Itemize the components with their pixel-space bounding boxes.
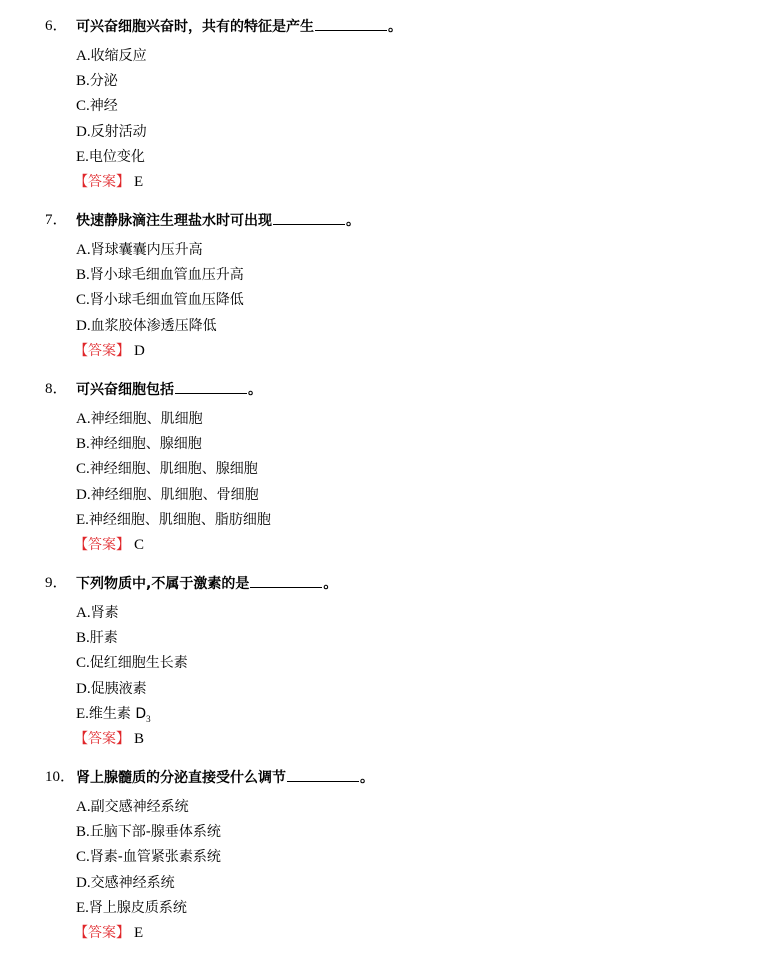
question-text-before: 可兴奋细胞包括 — [76, 382, 174, 398]
option-text: 神经细胞、肌细胞、腺细胞 — [89, 461, 258, 478]
answer-blank — [273, 210, 345, 225]
answer-line — [76, 341, 145, 361]
option-letter: E. — [76, 899, 89, 916]
question-text-after: 。 — [388, 19, 402, 35]
option-letter: C. — [76, 655, 90, 672]
question-block — [0, 767, 778, 941]
option-letter: C. — [76, 461, 90, 478]
question-stem — [0, 379, 778, 401]
question-block — [0, 210, 778, 359]
question-number: 6． — [45, 18, 68, 34]
option-letter: E. — [76, 148, 89, 165]
option-item — [76, 46, 147, 66]
option-item — [76, 71, 118, 91]
question-text-after: 。 — [323, 576, 338, 592]
option-letter: A. — [76, 48, 91, 64]
option-letter: A. — [76, 242, 91, 258]
option-letter: D. — [76, 123, 91, 140]
option-letter: D. — [76, 486, 91, 503]
answer-blank — [287, 767, 359, 782]
answer-label: 【答案】 — [74, 537, 130, 553]
option-item — [76, 409, 203, 429]
answer-line — [76, 729, 144, 749]
question-stem — [0, 767, 778, 789]
answer-value: B — [134, 731, 145, 747]
option-item — [76, 628, 118, 648]
option-subscript: 3 — [146, 713, 151, 724]
question-block — [0, 379, 778, 553]
option-item — [76, 873, 175, 893]
option-letter: D. — [76, 874, 91, 891]
answer-value: D — [134, 342, 145, 359]
answer-blank — [175, 379, 247, 394]
option-text: 肾素-血管紧张素系统 — [89, 849, 221, 866]
question-number: 7． — [45, 212, 68, 228]
option-item — [76, 265, 244, 285]
answer-label: 【答案】 — [74, 925, 130, 941]
option-letter: B. — [76, 824, 90, 841]
option-item — [76, 797, 189, 817]
question-text-before: 肾上腺髓质的分泌直接受什么调节 — [76, 770, 286, 786]
option-text: 血浆胶体渗透压降低 — [90, 317, 217, 334]
answer-label: 【答案】 — [74, 342, 130, 359]
question-text-before: 可兴奋细胞兴奋时，共有的特征是产生 — [76, 19, 314, 35]
question-text-before: 快速静脉滴注生理盐水时可出现 — [76, 213, 272, 229]
option-item — [76, 704, 151, 729]
option-text: 分泌 — [89, 73, 118, 90]
option-item — [76, 290, 244, 310]
question-text — [76, 16, 402, 37]
option-item — [76, 147, 145, 167]
option-text: 维生素 D — [88, 705, 147, 722]
option-letter: A. — [76, 799, 91, 815]
option-text: 神经细胞、肌细胞 — [90, 411, 203, 427]
question-text — [76, 767, 374, 788]
option-item — [76, 316, 217, 336]
question-block — [0, 573, 778, 747]
option-text: 神经细胞、肌细胞、脂肪细胞 — [88, 511, 271, 528]
option-text: 神经细胞、腺细胞 — [89, 436, 202, 453]
option-text: 交感神经系统 — [90, 874, 175, 891]
option-text: 神经 — [89, 98, 118, 115]
question-text — [76, 210, 360, 231]
answer-line — [76, 923, 143, 943]
question-text-after: 。 — [346, 213, 360, 229]
question-text-after: 。 — [248, 382, 262, 398]
option-letter: D. — [76, 317, 91, 334]
option-text: 神经细胞、肌细胞、骨细胞 — [90, 486, 259, 503]
answer-blank — [315, 16, 387, 31]
option-text: 丘脑下部-腺垂体系统 — [89, 824, 221, 841]
question-text — [76, 573, 337, 594]
question-number: 8． — [45, 381, 68, 397]
answer-value: E — [134, 174, 144, 190]
answer-line — [76, 535, 144, 555]
option-text: 电位变化 — [88, 148, 145, 165]
option-text: 肾球囊囊内压升高 — [90, 242, 203, 258]
option-letter: C. — [76, 98, 90, 115]
option-item — [76, 485, 259, 505]
answer-blank — [250, 573, 322, 588]
answer-label: 【答案】 — [74, 731, 130, 747]
answer-line — [76, 172, 143, 192]
option-letter: D. — [76, 680, 91, 697]
option-item — [76, 653, 188, 673]
question-text-before: 下列物质中,不属于激素的是 — [76, 576, 250, 592]
option-item — [76, 822, 221, 842]
option-item — [76, 459, 258, 479]
option-item — [76, 679, 147, 699]
option-letter: B. — [76, 630, 90, 647]
question-number: 10． — [45, 769, 76, 785]
option-text: 收缩反应 — [90, 48, 147, 64]
option-letter: C. — [76, 849, 90, 866]
option-text: 肝素 — [89, 630, 118, 647]
option-text: 副交感神经系统 — [90, 799, 189, 815]
option-letter: E. — [76, 705, 89, 722]
option-item — [76, 122, 147, 142]
option-item — [76, 603, 119, 623]
question-block — [0, 16, 778, 190]
option-item — [76, 898, 187, 918]
option-text: 促红细胞生长素 — [89, 655, 188, 672]
option-text: 肾上腺皮质系统 — [88, 899, 187, 916]
option-letter: B. — [76, 436, 90, 453]
option-text: 肾素 — [90, 605, 119, 621]
answer-value: C — [134, 537, 145, 553]
option-letter: B. — [76, 267, 90, 284]
answer-value: E — [134, 925, 144, 941]
question-stem — [0, 573, 778, 595]
option-letter: C. — [76, 292, 90, 309]
option-letter: A. — [76, 411, 91, 427]
option-item — [76, 847, 221, 867]
option-item — [76, 434, 202, 454]
option-text: 肾小球毛细血管血压降低 — [89, 292, 244, 309]
option-letter: E. — [76, 511, 89, 528]
option-item — [76, 240, 203, 260]
option-item — [76, 96, 118, 116]
option-text: 促胰液素 — [90, 680, 147, 697]
question-stem — [0, 210, 778, 232]
option-item — [76, 510, 271, 530]
option-letter: A. — [76, 605, 91, 621]
answer-label: 【答案】 — [74, 174, 130, 190]
option-text: 肾小球毛细血管血压升高 — [89, 267, 244, 284]
option-text: 反射活动 — [90, 123, 147, 140]
question-number: 9． — [45, 575, 68, 591]
question-stem — [0, 16, 778, 38]
option-letter: B. — [76, 73, 90, 90]
question-text-after: 。 — [360, 770, 374, 786]
question-text — [76, 379, 262, 400]
